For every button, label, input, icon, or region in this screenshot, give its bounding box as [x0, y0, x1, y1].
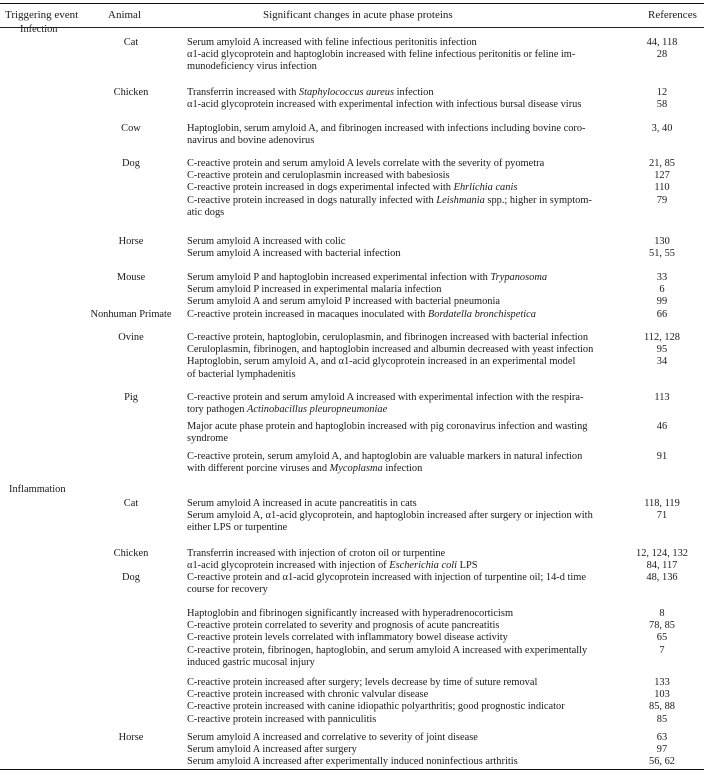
references-cell: 130 51, 55 [649, 236, 675, 260]
references-cell: 112, 128 95 34 [644, 332, 680, 368]
header-references: References [648, 9, 697, 21]
references-cell: 44, 118 28 [646, 37, 678, 61]
acute-phase-change-text: Transferrin increased with injection of croton oil or turpentine α1-acid glycoprotein increased with injection of Escherichia coli LPS [187, 548, 478, 572]
header-row [0, 4, 704, 27]
acute-phase-change-text: Haptoglobin, serum amyloid A, and fibrinogen increased with infections including bovine coro- navirus and bovine adenovirus [187, 123, 586, 147]
acute-phase-change-text: C-reactive protein, haptoglobin, ceruloplasmin, and fibrinogen increased with bacterial infection Ceruloplasmin, fibrinogen, and haptoglobin increased and albumin decreased with yeast infection Haptoglobin, serum amyloid A, and α1-acid glycoprotein increased in an experimental model of bacterial lymphadenitis [187, 332, 594, 380]
animal-label: Horse [118, 236, 144, 247]
references-cell: 12 58 [656, 87, 668, 111]
acute-phase-change-text: C-reactive protein, serum amyloid A, and haptoglobin are valuable markers in natural infection with different porcine viruses and Mycoplasma infection [187, 451, 583, 475]
references-cell: 8 78, 85 65 7 [649, 608, 675, 656]
animal-label: Pig [124, 392, 138, 403]
references-cell: 33 6 99 [656, 272, 668, 308]
references-cell: 63 97 56, 62 [649, 732, 675, 768]
references-cell: 21, 85 127 110 79 [649, 158, 675, 206]
header-animal: Animal [108, 9, 141, 21]
acute-phase-protein-table [0, 3, 704, 28]
animal-label: Chicken [113, 548, 149, 559]
animal-label: Mouse [116, 272, 146, 283]
references-cell: 46 [656, 421, 668, 432]
bottom-rule [0, 769, 704, 770]
acute-phase-change-text: Serum amyloid A increased with colic Serum amyloid A increased with bacterial infection [187, 236, 401, 260]
animal-label: Cat [123, 37, 139, 48]
acute-phase-change-text: C-reactive protein and serum amyloid A increased with experimental infection with the respira- tory pathogen Actinobacillus pleuropneumoniae [187, 392, 584, 416]
references-cell: 118, 119 71 [644, 498, 680, 522]
animal-label: Dog [122, 572, 140, 583]
references-cell: 91 [656, 451, 668, 462]
acute-phase-change-text: C-reactive protein increased in macaques inoculated with Bordatella bronchispetica [187, 309, 536, 320]
acute-phase-change-text: Serum amyloid A increased in acute pancreatitis in cats Serum amyloid A, α1-acid glycoprotein, and haptoglobin increased after surgery or injection with either LPS or turpentine [187, 498, 593, 534]
triggering-event-label: Inflammation [9, 484, 66, 495]
references-cell: 12, 124, 132 84, 117 [636, 548, 688, 572]
header-triggering-event: Triggering event [5, 9, 79, 21]
acute-phase-change-text: Serum amyloid P and haptoglobin increased experimental infection with Trypanosoma Serum amyloid P increased in experimental malaria infection Serum amyloid A and serum amyloid P increased with bacterial pneumonia [187, 272, 548, 308]
acute-phase-change-text: Serum amyloid A increased with feline infectious peritonitis infection α1-acid glycoprotein and haptoglobin increased with feline infectious peritonitis or feline im- munodeficiency virus infection [187, 37, 576, 73]
animal-label: Dog [122, 158, 140, 169]
animal-label: Cat [123, 498, 139, 509]
animal-label: Cow [121, 123, 141, 134]
animal-label: Ovine [118, 332, 144, 343]
triggering-event-label: Infection [20, 24, 58, 35]
acute-phase-change-text: C-reactive protein and α1-acid glycoprotein increased with injection of turpentine oil; 14-d time course for recovery [187, 572, 587, 596]
header-rule [0, 27, 704, 28]
references-cell: 66 [656, 309, 668, 320]
acute-phase-change-text: C-reactive protein increased after surgery; levels decrease by time of suture removal C-reactive protein increased with chronic valvular disease C-reactive protein increased with canine idiopathic polyarthritis; good prognostic indicator C-reactive protein increased with panniculitis [187, 677, 565, 725]
references-cell: 3, 40 [651, 123, 673, 134]
animal-label: Nonhuman Primate [90, 309, 172, 320]
acute-phase-change-text: Transferrin increased with Staphylococcus aureus infection α1-acid glycoprotein increased with experimental infection with infectious bursal disease virus [187, 87, 582, 111]
acute-phase-change-text: Haptoglobin and fibrinogen significantly increased with hyperadrenocorticism C-reactive protein correlated to severity and prognosis of acute pancreatitis C-reactive protein levels correlated with inflammatory bowel disease activity C-reactive protein, fibrinogen, haptoglobin, and serum amyloid A increased with experimentally induced gastric mucosal injury [187, 608, 588, 668]
header-changes: Significant changes in acute phase proteins [263, 9, 453, 21]
animal-label: Chicken [113, 87, 149, 98]
acute-phase-change-text: Serum amyloid A increased and correlative to severity of joint disease Serum amyloid A increased after surgery Serum amyloid A increased after experimentally induced noninfectious arthritis [187, 732, 518, 768]
references-cell: 48, 136 [646, 572, 678, 583]
references-cell: 113 [654, 392, 670, 403]
acute-phase-change-text: Major acute phase protein and haptoglobin increased with pig coronavirus infection and wasting syndrome [187, 421, 588, 445]
acute-phase-change-text: C-reactive protein and serum amyloid A levels correlate with the severity of pyometra C-reactive protein and ceruloplasmin increased with babesiosis C-reactive protein increased in dogs experimental infected with Ehrlichia canis C-reactive protein increased in dogs naturally infected with Leishmania spp.; higher in symptom- atic dogs [187, 158, 592, 218]
animal-label: Horse [118, 732, 144, 743]
references-cell: 133 103 85, 88 85 [649, 677, 675, 725]
